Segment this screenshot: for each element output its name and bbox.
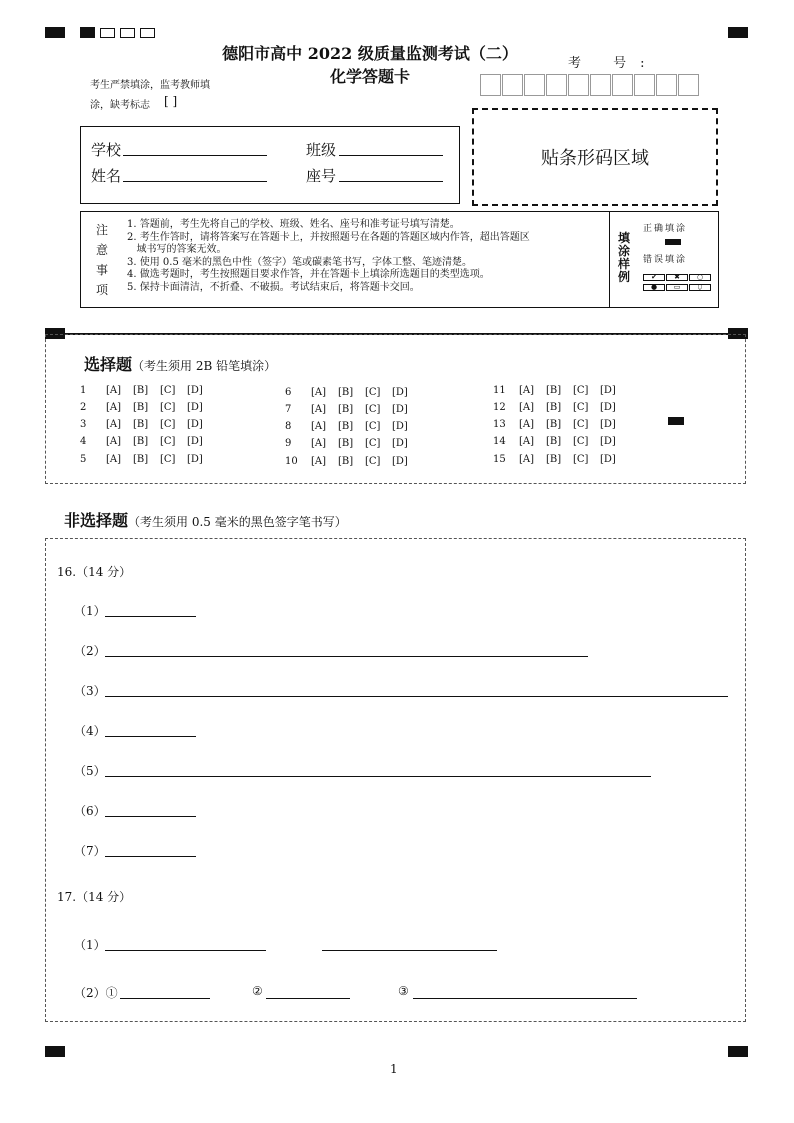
choice-question-2: [80, 402, 214, 413]
option-bubble[interactable]: [A]: [106, 436, 122, 447]
option-bubble[interactable]: [C]: [160, 454, 176, 465]
q16-part-3-answer[interactable]: [105, 696, 728, 697]
exam-title: 德阳市高中 2022 级质量监测考试（二）: [222, 44, 518, 63]
q16-part-2-label: （2）: [74, 644, 106, 658]
option-bubble[interactable]: [A]: [106, 454, 122, 465]
wrong-oval-icon: ⬯: [689, 284, 711, 291]
page-index-mark: [80, 27, 95, 38]
choice-question-9: [285, 438, 419, 449]
question-number: 15: [493, 454, 506, 465]
option-bubble[interactable]: [B]: [133, 402, 149, 413]
option-bubble[interactable]: [C]: [365, 421, 381, 432]
option-bubble[interactable]: [D]: [600, 385, 616, 396]
option-bubble[interactable]: [A]: [311, 387, 327, 398]
option-bubble[interactable]: [A]: [519, 419, 535, 430]
question-number: 1: [80, 385, 87, 396]
option-bubble[interactable]: [C]: [573, 436, 589, 447]
option-bubble[interactable]: [A]: [519, 402, 535, 413]
exam-subtitle: 化学答题卡: [329, 67, 410, 86]
nonchoice-section-title: 非选择题（考生须用 0.5 毫米的黑色签字笔书写）: [64, 511, 347, 530]
corner-mark-top-left: [45, 27, 65, 38]
school-label: 学校: [91, 141, 122, 159]
option-bubble[interactable]: [D]: [392, 421, 408, 432]
option-bubble[interactable]: [C]: [160, 385, 176, 396]
option-bubble[interactable]: [D]: [392, 387, 408, 398]
option-bubble[interactable]: [C]: [365, 438, 381, 449]
choice-question-6: [285, 387, 419, 398]
option-bubble[interactable]: [D]: [187, 436, 203, 447]
option-bubble[interactable]: [B]: [338, 404, 354, 415]
notice-heading: 注 意 事 项: [95, 223, 108, 297]
choice-question-5: [80, 454, 214, 465]
question-number: 5: [80, 454, 87, 465]
question-number: 11: [493, 385, 506, 396]
q16-part-4-answer[interactable]: [105, 736, 196, 737]
exam-number-boxes[interactable]: [480, 74, 700, 96]
option-bubble[interactable]: [B]: [133, 454, 149, 465]
choice-question-11: [493, 385, 627, 396]
option-bubble[interactable]: [D]: [600, 419, 616, 430]
q16-title: 16.（14 分）: [57, 565, 132, 579]
q17-part-2-label: （2）①: [74, 986, 118, 1000]
option-bubble[interactable]: [A]: [106, 385, 122, 396]
option-bubble[interactable]: [D]: [187, 402, 203, 413]
q17-part-2-label-2: ②: [252, 984, 263, 998]
option-bubble[interactable]: [B]: [546, 436, 562, 447]
option-bubble[interactable]: [D]: [187, 419, 203, 430]
fill-example-heading: 填 涂 样 例: [617, 231, 630, 284]
option-bubble[interactable]: [A]: [519, 454, 535, 465]
option-bubble[interactable]: [B]: [338, 456, 354, 467]
question-number: 6: [285, 387, 292, 398]
option-bubble[interactable]: [D]: [392, 404, 408, 415]
question-number: 14: [493, 436, 506, 447]
option-bubble[interactable]: [B]: [546, 385, 562, 396]
notice-box: [80, 211, 719, 308]
choice-question-7: [285, 404, 419, 415]
option-bubble[interactable]: [B]: [338, 421, 354, 432]
correct-fill-label: 正确填涂: [643, 224, 688, 234]
correct-fill-sample: [665, 239, 681, 245]
option-bubble[interactable]: [A]: [311, 438, 327, 449]
q17-part-1-answer-b[interactable]: [322, 950, 497, 951]
question-number: 7: [285, 404, 292, 415]
option-bubble[interactable]: [C]: [160, 436, 176, 447]
notice-line: 域书写的答案无效。: [127, 244, 227, 255]
option-bubble[interactable]: [C]: [365, 404, 381, 415]
exam-number-label: 考 号:: [568, 56, 659, 71]
page-index-box: [100, 28, 115, 38]
choice-question-3: [80, 419, 214, 430]
q17-title: 17.（14 分）: [57, 890, 132, 904]
option-bubble[interactable]: [A]: [519, 436, 535, 447]
choice-question-8: [285, 421, 419, 432]
option-bubble[interactable]: [B]: [546, 454, 562, 465]
choice-question-14: [493, 436, 627, 447]
question-number: 10: [285, 456, 298, 467]
q16-part-4-label: （4）: [74, 724, 106, 738]
option-bubble[interactable]: [C]: [573, 419, 589, 430]
option-bubble[interactable]: [B]: [546, 419, 562, 430]
option-bubble[interactable]: [D]: [600, 454, 616, 465]
question-number: 13: [493, 419, 506, 430]
q16-part-7-label: （7）: [74, 844, 106, 858]
q17-part-1-answer-a[interactable]: [105, 950, 266, 951]
q16-part-2-answer[interactable]: [105, 656, 588, 657]
option-bubble[interactable]: [C]: [573, 454, 589, 465]
wrong-cross-icon: ✖: [666, 274, 688, 281]
q16-part-3-label: （3）: [74, 684, 106, 698]
notice-line: 1. 答题前，考生先将自己的学校、班级、姓名、座号和准考证号填写清楚。: [127, 219, 460, 230]
option-bubble[interactable]: [C]: [365, 456, 381, 467]
choice-timing-mark: [668, 417, 684, 425]
option-bubble[interactable]: [A]: [106, 402, 122, 413]
q16-part-6-label: （6）: [74, 804, 106, 818]
option-bubble[interactable]: [C]: [160, 402, 176, 413]
notice-line: 5. 保持卡面清洁，不折叠、不破损。考试结束后，将答题卡交回。: [127, 281, 420, 293]
option-bubble[interactable]: [A]: [311, 456, 327, 467]
wrong-rect-icon: ▭: [666, 284, 688, 291]
name-label: 姓名: [91, 167, 122, 185]
q16-part-1-label: （1）: [74, 604, 106, 618]
absent-warning-line1: 考生严禁填涂，监考教师填: [90, 80, 210, 91]
choice-question-4: [80, 436, 214, 447]
option-bubble[interactable]: [B]: [133, 436, 149, 447]
question-number: 12: [493, 402, 506, 413]
option-bubble[interactable]: [A]: [519, 385, 535, 396]
option-bubble[interactable]: [D]: [187, 454, 203, 465]
class-field[interactable]: [339, 155, 443, 156]
q16-part-6-answer[interactable]: [105, 816, 196, 817]
option-bubble[interactable]: [B]: [546, 402, 562, 413]
question-number: 3: [80, 419, 87, 430]
q17-part-1-label: （1）: [74, 938, 106, 952]
option-bubble[interactable]: [D]: [600, 402, 616, 413]
notice-line: 3. 使用 0.5 毫米的黑色中性（签字）笔或碳素笔书写，字体工整、笔迹清楚。: [127, 256, 472, 268]
seat-field[interactable]: [339, 181, 443, 182]
choice-question-10: [285, 456, 419, 467]
corner-mark-top-right: [728, 27, 748, 38]
notice-line: 2. 考生作答时，请将答案写在答题卡上，并按照题号在各题的答题区域内作答，超出答题区: [127, 231, 530, 243]
option-bubble[interactable]: [D]: [187, 385, 203, 396]
student-info-box: [80, 126, 460, 204]
option-bubble[interactable]: [D]: [392, 438, 408, 449]
absent-warning-line2: 涂，缺考标志: [90, 100, 150, 111]
question-number: 9: [285, 438, 292, 449]
page-number: 1: [390, 1062, 398, 1076]
choice-question-12: [493, 402, 627, 413]
option-bubble[interactable]: [B]: [133, 385, 149, 396]
wrong-dot-icon: ●: [643, 284, 665, 291]
option-bubble[interactable]: [D]: [392, 456, 408, 467]
wrong-circle-icon: ○: [689, 274, 711, 281]
corner-mark-bottom-left: [45, 1046, 65, 1057]
q17-part-2-answer-1[interactable]: [120, 998, 210, 999]
barcode-area: [472, 108, 718, 206]
question-number: 2: [80, 402, 87, 413]
notice-lines: [127, 219, 607, 294]
choice-question-1: [80, 385, 214, 396]
wrong-fill-label: 错误填涂: [643, 255, 688, 265]
seat-label: 座号: [306, 167, 337, 185]
question-number: 8: [285, 421, 292, 432]
option-bubble[interactable]: [C]: [160, 419, 176, 430]
q16-part-1-answer[interactable]: [105, 616, 196, 617]
option-bubble[interactable]: [C]: [365, 387, 381, 398]
absent-checkbox[interactable]: [ ]: [164, 94, 178, 108]
question-number: 4: [80, 436, 87, 447]
wrong-check-icon: ✔: [643, 274, 665, 281]
school-field[interactable]: [123, 155, 267, 156]
q16-part-5-answer[interactable]: [105, 776, 651, 777]
page-index-box: [120, 28, 135, 38]
option-bubble[interactable]: [B]: [133, 419, 149, 430]
barcode-label: 贴条形码区域: [541, 148, 649, 169]
option-bubble[interactable]: [B]: [338, 438, 354, 449]
q17-part-2-answer-3[interactable]: [413, 998, 637, 999]
option-bubble[interactable]: [C]: [573, 385, 589, 396]
notice-divider: [609, 212, 610, 307]
q17-part-2-label-3: ③: [398, 984, 409, 998]
q16-part-7-answer[interactable]: [105, 856, 196, 857]
option-bubble[interactable]: [A]: [106, 419, 122, 430]
option-bubble[interactable]: [A]: [311, 421, 327, 432]
notice-line: 4. 做选考题时，考生按照题目要求作答，并在答题卡上填涂所选题目的类型选项。: [127, 269, 490, 280]
option-bubble[interactable]: [B]: [338, 387, 354, 398]
choice-section-title: 选择题（考生须用 2B 铅笔填涂）: [84, 355, 277, 374]
choice-question-15: [493, 454, 627, 465]
choice-question-13: [493, 419, 627, 430]
page-index-box: [140, 28, 155, 38]
option-bubble[interactable]: [C]: [573, 402, 589, 413]
name-field[interactable]: [123, 181, 267, 182]
option-bubble[interactable]: [A]: [311, 404, 327, 415]
class-label: 班级: [306, 141, 337, 159]
q17-part-2-answer-2[interactable]: [266, 998, 350, 999]
option-bubble[interactable]: [D]: [600, 436, 616, 447]
q16-part-5-label: （5）: [74, 764, 106, 778]
corner-mark-bottom-right: [728, 1046, 748, 1057]
